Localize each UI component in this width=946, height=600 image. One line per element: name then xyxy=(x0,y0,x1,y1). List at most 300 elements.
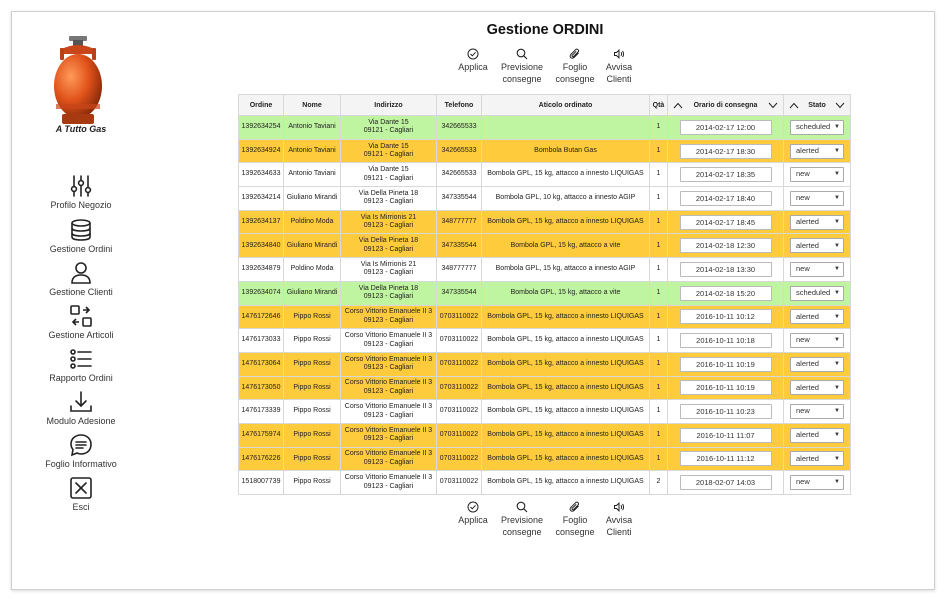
cell-ordine: 1476173033 xyxy=(239,329,284,353)
delivery-time-input[interactable]: 2014-02-17 18:40 xyxy=(680,191,772,206)
delivery-time-input[interactable]: 2018-02-07 14:03 xyxy=(680,475,772,490)
col-header-telefono[interactable]: Telefono xyxy=(437,95,482,116)
address-line-2: 09123 - Cagliari xyxy=(363,411,414,419)
cell-ordine: 1476176226 xyxy=(239,447,284,471)
status-select[interactable] xyxy=(790,380,844,395)
cell-ordine: 1476172646 xyxy=(239,305,284,329)
cell-telefono: 0703110022 xyxy=(437,423,482,447)
address-line-1: Corso Vittorio Emanuele II 3 xyxy=(344,403,433,411)
cell-articolo: Bombola Butan Gas xyxy=(482,139,650,163)
nav-item-rapporto-ordini[interactable] xyxy=(12,347,150,383)
cell-stato xyxy=(784,163,851,187)
status-select[interactable] xyxy=(790,404,844,419)
cell-stato xyxy=(784,210,851,234)
chevron-down-icon: ▼ xyxy=(834,313,840,320)
status-value: alerted xyxy=(796,430,819,440)
sidebar xyxy=(12,12,152,589)
cell-orario xyxy=(668,258,784,282)
cell-ordine: 1392634633 xyxy=(239,163,284,187)
table-row[interactable] xyxy=(239,258,851,282)
cell-ordine: 1392634924 xyxy=(239,139,284,163)
gas-cylinder-logo xyxy=(48,34,108,126)
database-icon xyxy=(69,218,93,242)
orders-table xyxy=(238,94,851,495)
cell-orario xyxy=(668,376,784,400)
address-line-2: 09123 - Cagliari xyxy=(363,245,414,253)
cell-stato xyxy=(784,471,851,495)
close-box-icon xyxy=(69,476,93,500)
cell-stato xyxy=(784,305,851,329)
status-value: new xyxy=(796,406,810,416)
cell-orario xyxy=(668,423,784,447)
cell-ordine: 1392634879 xyxy=(239,258,284,282)
cell-nome: Antonio Taviani xyxy=(284,116,341,140)
cell-indirizzo xyxy=(341,116,437,140)
cell-nome: Pippo Rossi xyxy=(284,471,341,495)
cell-articolo: Bombola GPL, 15 kg, attacco a innesto LIQUIGAS xyxy=(482,305,650,329)
cell-telefono: 348777777 xyxy=(437,258,482,282)
cell-telefono: 0703110022 xyxy=(437,352,482,376)
col-header-qta[interactable]: Qtà xyxy=(650,95,668,116)
chevron-down-icon: ▼ xyxy=(834,147,840,154)
status-select[interactable] xyxy=(790,309,844,324)
delivery-time-input[interactable]: 2016-10-11 11:07 xyxy=(680,428,772,443)
col-header-articolo[interactable]: Aticolo ordinato xyxy=(482,95,650,116)
cell-qta: 1 xyxy=(650,423,668,447)
cell-stato xyxy=(784,376,851,400)
address-line-1: Corso Vittorio Emanuele II 3 xyxy=(344,379,433,387)
status-value: alerted xyxy=(796,358,819,368)
cell-qta: 2 xyxy=(650,471,668,495)
status-value: alerted xyxy=(796,311,819,321)
address-line-1: Corso Vittorio Emanuele II 3 xyxy=(344,426,433,434)
status-value: alerted xyxy=(796,453,819,463)
cell-nome: Poldino Moda xyxy=(284,210,341,234)
nav-item-gestione-articoli[interactable] xyxy=(12,304,150,340)
cell-telefono: 347335544 xyxy=(437,281,482,305)
status-value: new xyxy=(796,169,810,179)
chevron-down-icon[interactable] xyxy=(768,102,778,109)
cell-nome: Pippo Rossi xyxy=(284,329,341,353)
cell-nome: Pippo Rossi xyxy=(284,423,341,447)
transfer-icon xyxy=(69,304,93,328)
applica-button[interactable]: Applica xyxy=(454,48,492,85)
cell-stato xyxy=(784,447,851,471)
table-row[interactable] xyxy=(239,234,851,258)
status-select[interactable] xyxy=(790,286,844,301)
cell-ordine: 1392634840 xyxy=(239,234,284,258)
nav-item-profilo-negozio[interactable] xyxy=(12,174,150,210)
delivery-time-input[interactable]: 2014-02-18 12:30 xyxy=(680,238,772,253)
chat-icon xyxy=(69,433,93,457)
cell-orario xyxy=(668,400,784,424)
address-line-1: Corso Vittorio Emanuele II 3 xyxy=(344,308,433,316)
chevron-down-icon: ▼ xyxy=(834,479,840,486)
status-select[interactable] xyxy=(790,120,844,135)
cell-ordine: 1392634074 xyxy=(239,281,284,305)
cell-qta: 1 xyxy=(650,210,668,234)
cell-orario xyxy=(668,210,784,234)
foglio-consegne-button[interactable]: Foglio consegne xyxy=(552,48,598,85)
chevron-down-icon: ▼ xyxy=(834,195,840,202)
cell-telefono: 0703110022 xyxy=(437,376,482,400)
chevron-down-icon: ▼ xyxy=(834,266,840,273)
cell-indirizzo xyxy=(341,163,437,187)
nav-item-gestione-ordini[interactable] xyxy=(12,218,150,254)
cell-orario xyxy=(668,139,784,163)
cell-indirizzo xyxy=(341,329,437,353)
cell-qta: 1 xyxy=(650,139,668,163)
cell-nome: Poldino Moda xyxy=(284,258,341,282)
status-value: new xyxy=(796,477,810,487)
address-line-2: 09123 - Cagliari xyxy=(363,316,414,324)
nav-item-esci[interactable] xyxy=(12,476,150,512)
cell-orario xyxy=(668,329,784,353)
list-icon xyxy=(69,347,93,371)
status-value: new xyxy=(796,264,810,274)
address-line-1: Via Della Pineta 18 xyxy=(358,189,419,197)
cell-articolo: Bombola GPL, 15 kg, attacco a vite xyxy=(482,234,650,258)
cell-articolo: Bombola GPL, 15 kg, attacco a innesto LIQUIGAS xyxy=(482,400,650,424)
cell-qta: 1 xyxy=(650,187,668,211)
delivery-time-input[interactable]: 2016-10-11 10:23 xyxy=(680,404,772,419)
cell-telefono: 0703110022 xyxy=(437,447,482,471)
status-select[interactable] xyxy=(790,428,844,443)
delivery-time-input[interactable]: 2016-10-11 10:19 xyxy=(680,357,772,372)
nav-label: Esci xyxy=(72,502,90,512)
address-line-2: 09121 - Cagliari xyxy=(363,151,414,159)
table-row[interactable] xyxy=(239,352,851,376)
cell-orario xyxy=(668,116,784,140)
status-select[interactable] xyxy=(790,451,844,466)
cell-qta: 1 xyxy=(650,400,668,424)
cell-indirizzo xyxy=(341,234,437,258)
cell-stato xyxy=(784,116,851,140)
nav-label: Modulo Adesione xyxy=(46,416,116,426)
address-line-1: Corso Vittorio Emanuele II 3 xyxy=(344,474,433,482)
status-select[interactable] xyxy=(790,475,844,490)
table-row[interactable] xyxy=(239,187,851,211)
chevron-down-icon: ▼ xyxy=(834,432,840,439)
cell-stato xyxy=(784,281,851,305)
nav-label: Foglio Informativo xyxy=(45,459,117,469)
cell-telefono: 348777777 xyxy=(437,210,482,234)
cell-ordine: 1392634137 xyxy=(239,210,284,234)
avvisa-clienti-button[interactable]: Avvisa Clienti xyxy=(598,501,640,538)
status-select[interactable] xyxy=(790,333,844,348)
nav-label: Gestione Articoli xyxy=(48,330,114,340)
chevron-down-icon: ▼ xyxy=(834,408,840,415)
chevron-down-icon: ▼ xyxy=(834,218,840,225)
cell-orario xyxy=(668,281,784,305)
address-line-2: 09123 - Cagliari xyxy=(363,293,414,301)
chevron-down-icon: ▼ xyxy=(834,124,840,131)
cell-indirizzo xyxy=(341,447,437,471)
nav-label: Profilo Negozio xyxy=(50,200,112,210)
user-icon xyxy=(69,261,93,285)
cell-ordine: 1476173064 xyxy=(239,352,284,376)
cell-telefono: 342665533 xyxy=(437,116,482,140)
chevron-down-icon: ▼ xyxy=(834,384,840,391)
toolbar-bottom xyxy=(454,501,640,538)
check-circle-icon xyxy=(467,501,479,513)
cell-telefono: 0703110022 xyxy=(437,329,482,353)
status-value: new xyxy=(796,335,810,345)
table-header-row xyxy=(239,95,851,116)
paperclip-icon xyxy=(569,501,581,513)
address-line-2: 09123 - Cagliari xyxy=(363,482,414,490)
cell-articolo: Bombola GPL, 15 kg, attacco a vite xyxy=(482,281,650,305)
status-select[interactable] xyxy=(790,215,844,230)
address-line-2: 09121 - Cagliari xyxy=(363,127,414,135)
cell-nome: Pippo Rossi xyxy=(284,376,341,400)
cell-orario xyxy=(668,352,784,376)
cell-ordine: 1476173050 xyxy=(239,376,284,400)
search-icon xyxy=(516,48,528,60)
cell-nome: Pippo Rossi xyxy=(284,305,341,329)
table-row[interactable] xyxy=(239,400,851,424)
address-line-1: Corso Vittorio Emanuele II 3 xyxy=(344,450,433,458)
delivery-time-input[interactable]: 2016-10-11 10:18 xyxy=(680,333,772,348)
cell-ordine: 1476173339 xyxy=(239,400,284,424)
check-circle-icon xyxy=(467,48,479,60)
address-line-1: Via Is Mirrionis 21 xyxy=(360,213,417,221)
cell-nome: Pippo Rossi xyxy=(284,352,341,376)
nav-item-modulo-adesione[interactable] xyxy=(12,390,150,426)
cell-orario xyxy=(668,447,784,471)
chevron-down-icon: ▼ xyxy=(834,171,840,178)
cell-stato xyxy=(784,234,851,258)
cell-ordine: 1518007739 xyxy=(239,471,284,495)
cell-telefono: 0703110022 xyxy=(437,400,482,424)
cell-telefono: 342665533 xyxy=(437,139,482,163)
address-line-2: 09123 - Cagliari xyxy=(363,198,414,206)
cell-qta: 1 xyxy=(650,376,668,400)
cell-stato xyxy=(784,187,851,211)
status-select[interactable] xyxy=(790,191,844,206)
table-row[interactable] xyxy=(239,305,851,329)
cell-articolo: Bombola GPL, 10 kg, attacco a innesto AGIP xyxy=(482,187,650,211)
chevron-down-icon: ▼ xyxy=(834,337,840,344)
table-row[interactable] xyxy=(239,281,851,305)
table-row[interactable] xyxy=(239,139,851,163)
cell-ordine: 1476175974 xyxy=(239,423,284,447)
cell-orario xyxy=(668,305,784,329)
col-header-stato[interactable] xyxy=(784,95,851,116)
cell-qta: 1 xyxy=(650,447,668,471)
col-header-stato-label: Stato xyxy=(808,101,826,109)
col-header-nome[interactable]: Nome xyxy=(284,95,341,116)
previsione-consegne-button[interactable]: Previsione consegne xyxy=(492,501,552,538)
cell-articolo: Bombola GPL, 15 kg, attacco a innesto LIQUIGAS xyxy=(482,329,650,353)
table-row[interactable] xyxy=(239,329,851,353)
delivery-time-input[interactable]: 2014-02-17 18:45 xyxy=(680,215,772,230)
cell-articolo: Bombola GPL, 15 kg, attacco a innesto LIQUIGAS xyxy=(482,210,650,234)
cell-indirizzo xyxy=(341,471,437,495)
chevron-up-icon[interactable] xyxy=(789,102,799,109)
status-value: scheduled xyxy=(796,287,831,297)
cell-orario xyxy=(668,234,784,258)
cell-qta: 1 xyxy=(650,116,668,140)
address-line-2: 09121 - Cagliari xyxy=(363,174,414,182)
delivery-time-input[interactable]: 2014-02-17 18:35 xyxy=(680,167,772,182)
cell-qta: 1 xyxy=(650,234,668,258)
chevron-down-icon: ▼ xyxy=(834,360,840,367)
address-line-1: Via Dante 15 xyxy=(368,166,409,174)
table-row[interactable] xyxy=(239,210,851,234)
cell-telefono: 347335544 xyxy=(437,234,482,258)
applica-button[interactable]: Applica xyxy=(454,501,492,538)
cell-indirizzo xyxy=(341,139,437,163)
cell-nome: Antonio Taviani xyxy=(284,139,341,163)
cell-nome: Giuliano Mirandi xyxy=(284,234,341,258)
address-line-1: Via Is Mirrionis 21 xyxy=(360,260,417,268)
cell-telefono: 0703110022 xyxy=(437,471,482,495)
delivery-time-input[interactable]: 2014-02-17 12:00 xyxy=(680,120,772,135)
cell-telefono: 0703110022 xyxy=(437,305,482,329)
status-value: alerted xyxy=(796,145,819,155)
speaker-icon xyxy=(613,501,625,513)
nav-label: Gestione Clienti xyxy=(49,287,113,297)
address-line-1: Corso Vittorio Emanuele II 3 xyxy=(344,355,433,363)
chevron-down-icon: ▼ xyxy=(834,455,840,462)
cell-articolo: Bombola GPL, 15 kg, attacco a innesto LIQUIGAS xyxy=(482,376,650,400)
table-row[interactable] xyxy=(239,447,851,471)
table-row[interactable] xyxy=(239,163,851,187)
cell-articolo: Bombola GPL, 15 kg, attacco a innesto LIQUIGAS xyxy=(482,352,650,376)
download-icon xyxy=(69,390,93,414)
cell-indirizzo xyxy=(341,376,437,400)
cell-articolo: Bombola GPL, 15 kg, attacco a innesto LIQUIGAS xyxy=(482,447,650,471)
cell-qta: 1 xyxy=(650,329,668,353)
sliders-icon xyxy=(69,174,93,198)
nav-item-gestione-clienti[interactable] xyxy=(12,261,150,297)
cell-stato xyxy=(784,400,851,424)
cell-articolo: Bombola GPL, 15 kg, attacco a innesto LIQUIGAS xyxy=(482,423,650,447)
foglio-consegne-button[interactable]: Foglio consegne xyxy=(552,501,598,538)
table-row[interactable] xyxy=(239,116,851,140)
status-value: alerted xyxy=(796,216,819,226)
address-line-2: 09123 - Cagliari xyxy=(363,387,414,395)
delivery-time-input[interactable]: 2016-10-11 11:12 xyxy=(680,451,772,466)
delivery-time-input[interactable]: 2014-02-18 15:20 xyxy=(680,286,772,301)
cell-indirizzo xyxy=(341,210,437,234)
cell-articolo: Bombola GPL, 15 kg, attacco a innesto AGIP xyxy=(482,258,650,282)
nav-label: Rapporto Ordini xyxy=(49,373,113,383)
cell-qta: 1 xyxy=(650,281,668,305)
status-select[interactable] xyxy=(790,144,844,159)
table-row[interactable] xyxy=(239,471,851,495)
cell-indirizzo xyxy=(341,258,437,282)
chevron-down-icon[interactable] xyxy=(835,102,845,109)
table-row[interactable] xyxy=(239,376,851,400)
cell-articolo: Bombola GPL, 15 kg, attacco a innesto LIQUIGAS xyxy=(482,163,650,187)
nav-label: Gestione Ordini xyxy=(49,244,113,254)
cell-stato xyxy=(784,329,851,353)
status-select[interactable] xyxy=(790,238,844,253)
cell-nome: Giuliano Mirandi xyxy=(284,187,341,211)
status-value: alerted xyxy=(796,382,819,392)
orders-table-body xyxy=(239,116,851,495)
cell-nome: Pippo Rossi xyxy=(284,400,341,424)
cell-articolo xyxy=(482,116,650,140)
cell-stato xyxy=(784,139,851,163)
cell-orario xyxy=(668,163,784,187)
status-select[interactable] xyxy=(790,262,844,277)
speaker-icon xyxy=(613,48,625,60)
cell-indirizzo xyxy=(341,281,437,305)
address-line-2: 09123 - Cagliari xyxy=(363,222,414,230)
address-line-1: Via Dante 15 xyxy=(368,142,409,150)
status-select[interactable] xyxy=(790,357,844,372)
cell-indirizzo xyxy=(341,400,437,424)
address-line-2: 09123 - Cagliari xyxy=(363,269,414,277)
page-title: Gestione ORDINI xyxy=(486,22,604,38)
address-line-1: Via Dante 15 xyxy=(368,118,409,126)
cell-indirizzo xyxy=(341,305,437,329)
cell-qta: 1 xyxy=(650,352,668,376)
cell-telefono: 347335544 xyxy=(437,187,482,211)
address-line-1: Via Della Pineta 18 xyxy=(358,284,419,292)
main-content xyxy=(238,12,852,589)
address-line-1: Corso Vittorio Emanuele II 3 xyxy=(344,332,433,340)
col-header-orario-label: Orario di consegna xyxy=(693,101,758,109)
toolbar-top xyxy=(454,48,640,85)
cell-indirizzo xyxy=(341,187,437,211)
status-value: alerted xyxy=(796,240,819,250)
cell-qta: 1 xyxy=(650,305,668,329)
address-line-2: 09123 - Cagliari xyxy=(363,364,414,372)
nav-item-foglio-informativo[interactable] xyxy=(12,433,150,469)
delivery-time-input[interactable]: 2016-10-11 10:19 xyxy=(680,380,772,395)
chevron-down-icon: ▼ xyxy=(834,242,840,249)
chevron-up-icon[interactable] xyxy=(673,102,683,109)
app-window xyxy=(11,11,935,590)
status-value: new xyxy=(796,193,810,203)
address-line-2: 09123 - Cagliari xyxy=(363,340,414,348)
col-header-indirizzo[interactable]: Indirizzo xyxy=(341,95,437,116)
paperclip-icon xyxy=(569,48,581,60)
cell-stato xyxy=(784,258,851,282)
col-header-ordine[interactable]: Ordine xyxy=(239,95,284,116)
search-icon xyxy=(516,501,528,513)
cell-stato xyxy=(784,423,851,447)
cell-orario xyxy=(668,187,784,211)
delivery-time-input[interactable]: 2016-10-11 10:12 xyxy=(680,309,772,324)
address-line-2: 09123 - Cagliari xyxy=(363,435,414,443)
col-header-orario[interactable] xyxy=(668,95,784,116)
chevron-down-icon: ▼ xyxy=(834,289,840,296)
table-row[interactable] xyxy=(239,423,851,447)
cell-nome: Antonio Taviani xyxy=(284,163,341,187)
avvisa-clienti-button[interactable]: Avvisa Clienti xyxy=(598,48,640,85)
brand-name: A Tutto Gas xyxy=(55,124,107,134)
cell-indirizzo xyxy=(341,423,437,447)
address-line-2: 09123 - Cagliari xyxy=(363,458,414,466)
delivery-time-input[interactable]: 2014-02-18 13:30 xyxy=(680,262,772,277)
cell-articolo: Bombola GPL, 15 kg, attacco a innesto LIQUIGAS xyxy=(482,471,650,495)
status-select[interactable] xyxy=(790,167,844,182)
cell-ordine: 1392634254 xyxy=(239,116,284,140)
delivery-time-input[interactable]: 2014-02-17 18:30 xyxy=(680,144,772,159)
cell-ordine: 1392634214 xyxy=(239,187,284,211)
cell-nome: Pippo Rossi xyxy=(284,447,341,471)
cell-qta: 1 xyxy=(650,163,668,187)
previsione-consegne-button[interactable]: Previsione consegne xyxy=(492,48,552,85)
cell-orario xyxy=(668,471,784,495)
cell-telefono: 342665533 xyxy=(437,163,482,187)
cell-indirizzo xyxy=(341,352,437,376)
